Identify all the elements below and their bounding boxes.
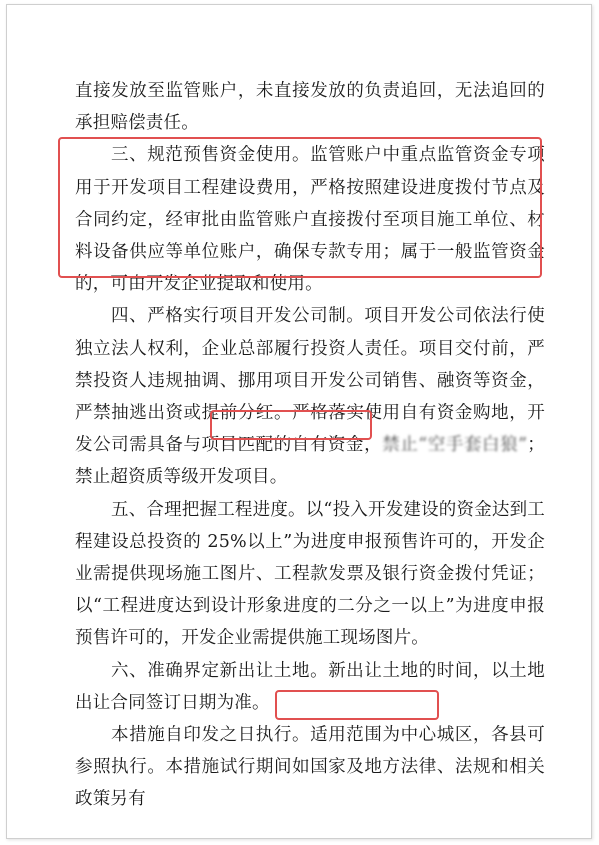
paragraph-text-after: ，各县可参照执行。本措施试行期间如国家及地方法律、法规和相关政策另有 bbox=[75, 725, 545, 810]
paragraph-text: 新出让土地的时间，以土地出让合同签订日期为准。 bbox=[75, 660, 545, 713]
section-heading: 五、合理把握工程进度。 bbox=[111, 499, 306, 520]
paragraph-text: 以“投入开发建设的资金达到工程建设总投资的 25%以上”为进度申报预售许可的，开发企业需提供现场施工图片、工程款发票及银行资金拨付凭证；以“工程进度达到设计形象进度的二分之一以上”为进度申报预售许可的，开发企业需提供施工现场图片。 bbox=[75, 499, 546, 649]
paragraph-final bbox=[75, 719, 545, 816]
paragraph-three bbox=[75, 139, 545, 300]
paragraph-continuation bbox=[75, 75, 545, 139]
section-heading: 三、规范预售资金使用。 bbox=[111, 145, 311, 166]
document-page bbox=[6, 4, 592, 839]
paragraph-four bbox=[75, 300, 545, 493]
paragraph-text: 本措施自印发之日执行。 bbox=[111, 725, 311, 746]
paragraph-five bbox=[75, 494, 545, 655]
section-heading: 六、准确界定新出让土地。 bbox=[111, 660, 329, 681]
paragraph-text: 直接发放至监管账户，未直接发放的负责追回，无法追回的承担赔偿责任。 bbox=[75, 81, 545, 134]
paragraph-text-after: ；禁止超资质等级开发项目。 bbox=[75, 435, 545, 488]
obscured-text: 禁止“空手套白狼” bbox=[382, 435, 528, 456]
highlighted-text: 适用范围为中心城区 bbox=[310, 725, 473, 746]
document-body bbox=[75, 75, 545, 816]
section-heading: 四、严格实行项目开发公司制。 bbox=[111, 306, 365, 327]
paragraph-six bbox=[75, 655, 545, 719]
paragraph-text: 项目开发公司依法行使独立法人权利，企业总部履行投资人责任。项目交付前，严禁投资人违规抽调、挪用项目开发公司销售、融资等资金，严禁抽逃出资或提前分红。严格落实使用自有资金购地，开发公司需具备与项目匹配的自有资金， bbox=[75, 306, 546, 456]
paragraph-text: 监管账户中重点监管资金专项用于开发项目工程建设费用，严格按照建设进度拨付节点及合同约定，经审批由监管账户直接拨付至项目施工单位、材料设备供应等单位账户，确保专款专用；属于一般监管资金的，可由开发企业提取和使用。 bbox=[75, 145, 545, 295]
